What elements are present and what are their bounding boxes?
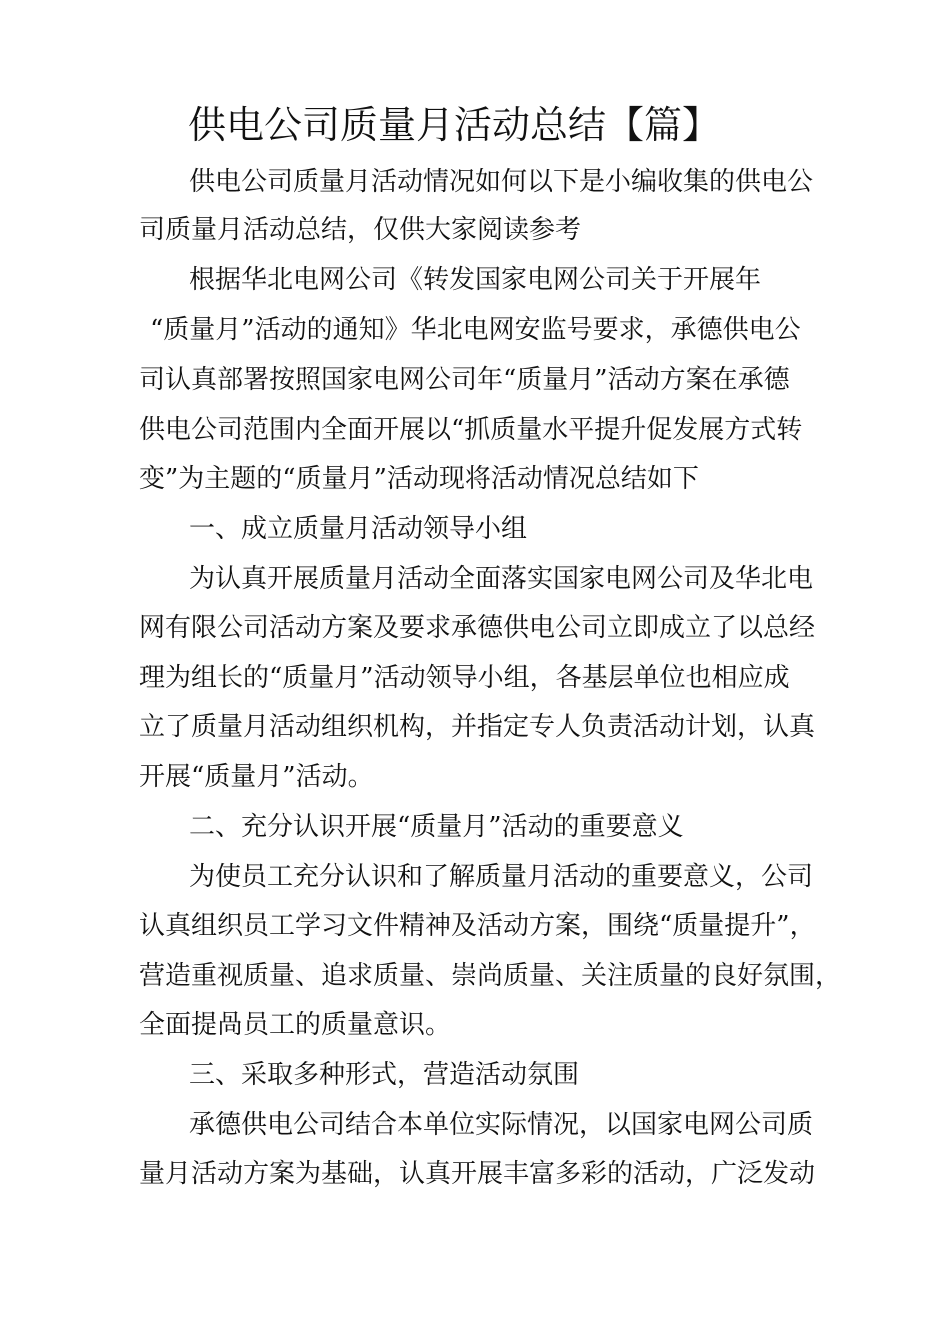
body-line: 变”为主题的“质量月”活动现将活动情况总结如下 [139, 464, 699, 494]
body-line: 为认真开展质量月活动全面落实国家电网公司及华北电 [189, 564, 814, 594]
body-line: 承德供电公司结合本单位实际情况，以国家电网公司质 [189, 1110, 814, 1140]
body-line: 司质量月活动总结，仅供大家阅读参考 [139, 215, 582, 245]
body-line: 开展“质量月”活动。 [139, 762, 374, 792]
body-line: 为使员工充分认识和了解质量月活动的重要意义，公司 [189, 862, 814, 892]
body-line: 根据华北电网公司《转发国家电网公司关于开展年 [189, 265, 762, 295]
body-line: 网有限公司活动方案及要求承德供电公司立即成立了以总经 [139, 613, 816, 643]
section-heading: 二、充分认识开展“质量月”活动的重要意义 [189, 812, 684, 842]
body-line: 供电公司质量月活动情况如何以下是小编收集的供电公 [189, 167, 814, 197]
section-heading: 三、采取多种形式，营造活动氛围 [189, 1060, 580, 1090]
body-line: 供电公司范围内全面开展以“抓质量水平提升促发展方式转 [139, 415, 803, 445]
body-line: 理为组长的“质量月”活动领导小组，各基层单位也相应成 [139, 663, 790, 693]
body-line: 认真组织员工学习文件精神及活动方案，围绕“质量提升”， [139, 911, 816, 941]
body-line: 量月活动方案为基础，认真开展丰富多彩的活动，广泛发动 [139, 1159, 816, 1189]
body-line: 营造重视质量、追求质量、崇尚质量、关注质量的良好氛围， [139, 961, 842, 991]
body-line: 全面提咼员工的质量意识。 [139, 1010, 452, 1040]
body-line: “质量月”活动的通知》华北电网安监号要求，承德供电公 [150, 315, 801, 345]
document-title: 供电公司质量月活动总结【篇】 [188, 103, 721, 147]
body-line: 司认真部署按照国家电网公司年“质量月”活动方案在承德 [139, 365, 790, 395]
section-heading: 一、成立质量月活动领导小组 [189, 514, 528, 544]
body-line: 立了质量月活动组织机构，并指定专人负责活动计划，认真 [139, 712, 816, 742]
